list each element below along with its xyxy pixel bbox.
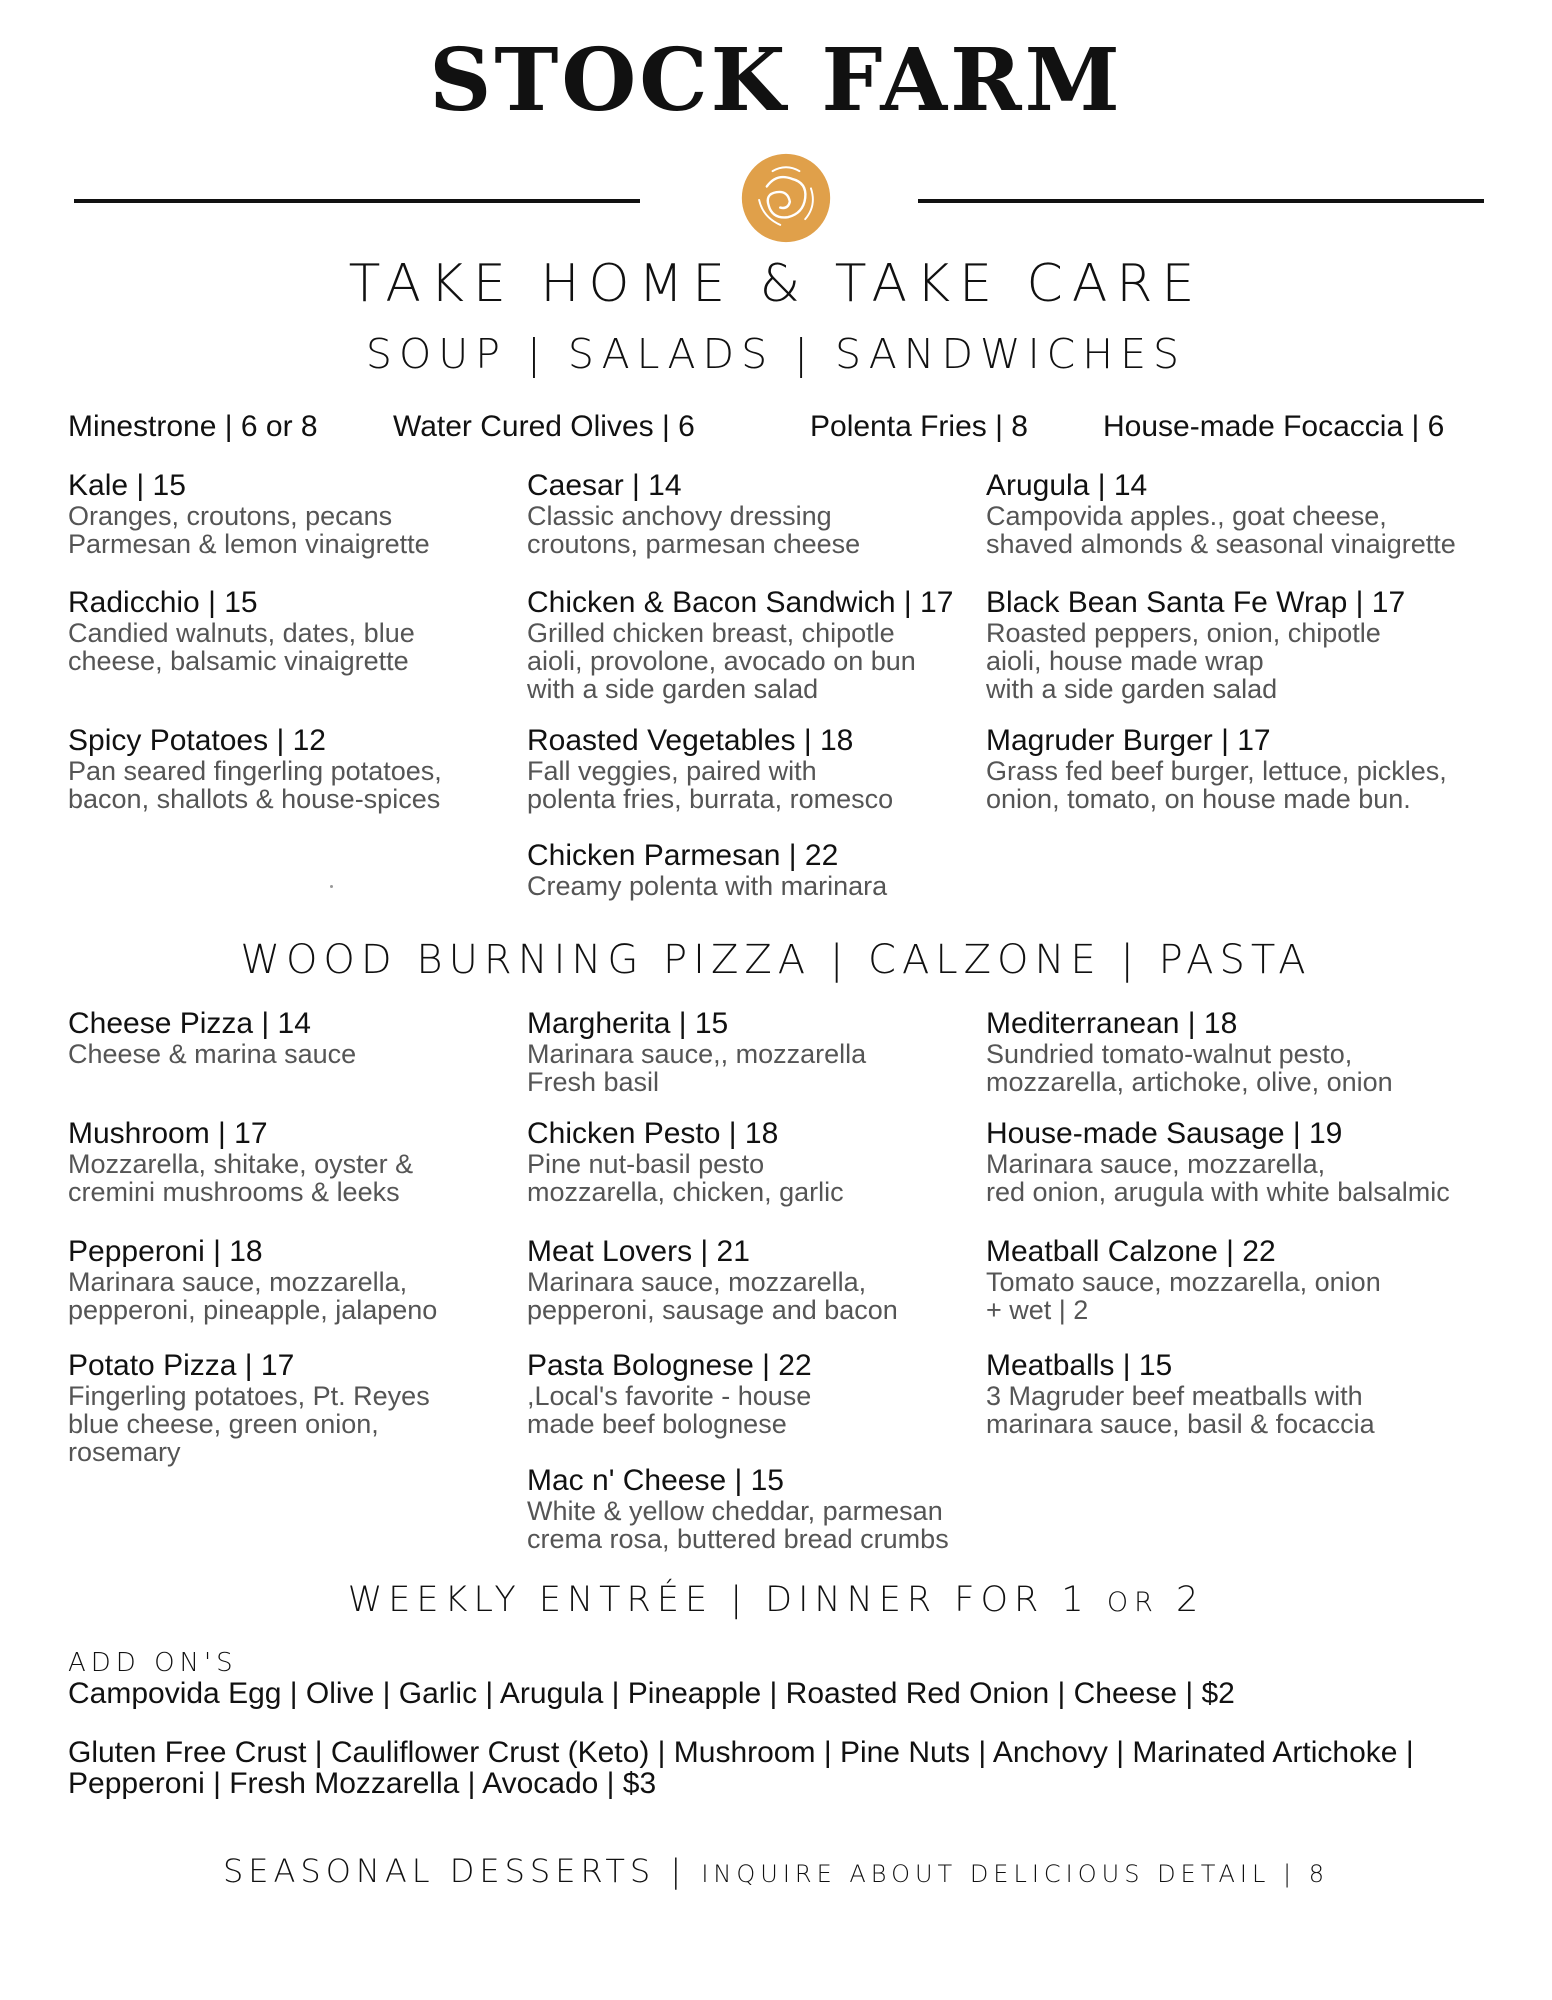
- menu-item: [986, 1008, 1456, 1096]
- menu-item-description: [527, 1497, 997, 1553]
- menu-item-description-line: Campovida apples., goat cheese,: [986, 501, 1387, 531]
- menu-item-description-line: polenta fries, burrata, romesco: [527, 784, 894, 814]
- menu-item-description: [986, 619, 1456, 703]
- menu-item-description-line: mozzarella, chicken, garlic: [527, 1177, 844, 1207]
- menu-item-description-line: aioli, house made wrap: [986, 646, 1264, 676]
- menu-item-description-line: Parmesan & lemon vinaigrette: [68, 529, 430, 559]
- menu-item-name: Margherita | 15: [527, 1007, 729, 1040]
- menu-item-name: Arugula | 14: [986, 469, 1148, 502]
- weekly-or: OR: [1106, 1587, 1159, 1618]
- side-item: Water Cured Olives | 6: [393, 410, 695, 443]
- menu-item: [68, 1008, 538, 1068]
- menu-item-name: Spicy Potatoes | 12: [68, 724, 326, 757]
- menu-item-description-line: marinara sauce, basil & focaccia: [986, 1409, 1375, 1439]
- menu-item-description-line: Grilled chicken breast, chipotle: [527, 618, 895, 648]
- menu-item-name: Chicken & Bacon Sandwich | 17: [527, 586, 954, 619]
- menu-item-description-line: Roasted peppers, onion, chipotle: [986, 618, 1381, 648]
- desserts-banner: [0, 1852, 1552, 1890]
- menu-item-description-line: with a side garden salad: [527, 674, 819, 704]
- menu-item: [527, 1008, 997, 1096]
- side-item: Minestrone | 6 or 8: [68, 410, 318, 443]
- menu-item-description-line: Fingerling potatoes, Pt. Reyes: [68, 1381, 430, 1411]
- menu-item: [527, 470, 997, 558]
- menu-item-description-line: cheese, balsamic vinaigrette: [68, 646, 409, 676]
- menu-item-description: [527, 1150, 997, 1206]
- menu-item-description-line: Mozzarella, shitake, oyster &: [68, 1149, 414, 1179]
- desserts-detail: INQUIRE ABOUT DELICIOUS DETAIL | 8: [701, 1860, 1329, 1888]
- menu-item-description: [527, 502, 997, 558]
- menu-item-name: Roasted Vegetables | 18: [527, 724, 854, 757]
- menu-item-description-line: aioli, provolone, avocado on bun: [527, 646, 916, 676]
- desserts-title: SEASONAL DESSERTS |: [222, 1852, 702, 1890]
- menu-item: [986, 587, 1456, 703]
- menu-item-description-line: pepperoni, sausage and bacon: [527, 1295, 898, 1325]
- menu-item-name: Radicchio | 15: [68, 586, 258, 619]
- menu-item-description-line: Grass fed beef burger, lettuce, pickles,: [986, 756, 1447, 786]
- menu-item-description: [986, 1382, 1456, 1438]
- menu-item: [527, 1465, 997, 1553]
- brand-title: STOCK FARM: [429, 30, 1123, 131]
- menu-item-description: [986, 502, 1456, 558]
- menu-item: [68, 1236, 538, 1324]
- menu-item-description: [68, 1382, 538, 1466]
- menu-item-description: [986, 1150, 1456, 1206]
- side-item: Polenta Fries | 8: [810, 410, 1028, 443]
- flower-logo: [738, 150, 834, 246]
- menu-item-name: Cheese Pizza | 14: [68, 1007, 311, 1040]
- menu-item: [527, 1350, 997, 1438]
- menu-item-name: Caesar | 14: [527, 469, 682, 502]
- menu-item: [986, 1350, 1456, 1438]
- menu-item-name: Chicken Pesto | 18: [527, 1117, 779, 1150]
- menu-item-name: Black Bean Santa Fe Wrap | 17: [986, 586, 1406, 619]
- menu-item-description-line: ,Local's favorite - house: [527, 1381, 812, 1411]
- banner-title: TAKE HOME & TAKE CARE: [348, 254, 1204, 314]
- menu-item-description-line: crema rosa, buttered bread crumbs: [527, 1524, 949, 1554]
- menu-item-name: Potato Pizza | 17: [68, 1349, 295, 1382]
- menu-item-description-line: Marinara sauce, mozzarella,: [986, 1149, 1326, 1179]
- menu-item: [527, 725, 997, 813]
- section-title-pizza: WOOD BURNING PIZZA | CALZONE | PASTA: [240, 937, 1312, 983]
- menu-item-description: [68, 1040, 538, 1068]
- menu-item-name: Chicken Parmesan | 22: [527, 839, 839, 872]
- menu-item-description: [986, 1268, 1456, 1324]
- weekly-title: WEEKLY ENTRÉE | DINNER FOR 1: [347, 1580, 1090, 1620]
- menu-item: [527, 840, 997, 900]
- menu-item-name: Magruder Burger | 17: [986, 724, 1271, 757]
- menu-item-name: Mediterranean | 18: [986, 1007, 1238, 1040]
- menu-item-description: [68, 757, 538, 813]
- menu-item: [986, 725, 1456, 813]
- menu-item: [527, 1118, 997, 1206]
- menu-item-name: Pepperoni | 18: [68, 1235, 263, 1268]
- menu-item: [527, 587, 997, 703]
- menu-item-description-line: Pine nut-basil pesto: [527, 1149, 765, 1179]
- menu-item-description-line: Candied walnuts, dates, blue: [68, 618, 415, 648]
- menu-item-description: [68, 1268, 538, 1324]
- menu-item-description: [527, 1268, 997, 1324]
- menu-item-description-line: Marinara sauce, mozzarella,: [68, 1267, 408, 1297]
- menu-item-description-line: Classic anchovy dressing: [527, 501, 832, 531]
- menu-item-description-line: pepperoni, pineapple, jalapeno: [68, 1295, 438, 1325]
- menu-item-name: Meatball Calzone | 22: [986, 1235, 1276, 1268]
- menu-item-description: [527, 872, 997, 900]
- menu-item-description: [527, 1382, 997, 1438]
- menu-item-name: House-made Sausage | 19: [986, 1117, 1343, 1150]
- menu-item-description: [527, 757, 997, 813]
- menu-item-description-line: Tomato sauce, mozzarella, onion: [986, 1267, 1381, 1297]
- menu-item-description-line: 3 Magruder beef meatballs with: [986, 1381, 1363, 1411]
- addons-line: Pepperoni | Fresh Mozzarella | Avocado | $3: [68, 1767, 657, 1800]
- menu-item-description-line: with a side garden salad: [986, 674, 1278, 704]
- menu-item-description-line: onion, tomato, on house made bun.: [986, 784, 1411, 814]
- menu-item-description: [68, 502, 538, 558]
- addons-line: Campovida Egg | Olive | Garlic | Arugula | Pineapple | Roasted Red Onion | Cheese | $2: [68, 1677, 1235, 1710]
- menu-item-description-line: bacon, shallots & house-spices: [68, 784, 441, 814]
- header-rule-right: [918, 199, 1484, 203]
- menu-item-description-line: Marinara sauce, mozzarella,: [527, 1267, 867, 1297]
- menu-item-description-line: blue cheese, green onion,: [68, 1409, 379, 1439]
- menu-item-description-line: made beef bolognese: [527, 1409, 787, 1439]
- menu-item-name: Pasta Bolognese | 22: [527, 1349, 812, 1382]
- menu-item-description-line: mozzarella, artichoke, olive, onion: [986, 1067, 1393, 1097]
- menu-item: [68, 1350, 538, 1466]
- menu-item-description-line: shaved almonds & seasonal vinaigrette: [986, 529, 1456, 559]
- menu-item: [986, 1118, 1456, 1206]
- menu-item-description-line: cremini mushrooms & leeks: [68, 1177, 400, 1207]
- menu-item-description-line: Creamy polenta with marinara: [527, 871, 888, 901]
- menu-item-name: Meat Lovers | 21: [527, 1235, 750, 1268]
- menu-item: [68, 725, 538, 813]
- menu-item-description-line: Marinara sauce,, mozzarella: [527, 1039, 867, 1069]
- menu-item-name: Meatballs | 15: [986, 1349, 1173, 1382]
- menu-item-description-line: Fall veggies, paired with: [527, 756, 817, 786]
- section-title-weekly: [0, 1580, 1552, 1620]
- menu-item-description-line: White & yellow cheddar, parmesan: [527, 1496, 943, 1526]
- menu-item-name: Mushroom | 17: [68, 1117, 268, 1150]
- addons-label: ADD ON'S: [68, 1648, 238, 1678]
- menu-item-description-line: Cheese & marina sauce: [68, 1039, 357, 1069]
- menu-item-description: [527, 1040, 997, 1096]
- menu-item: [68, 587, 538, 675]
- menu-item: [68, 1118, 538, 1206]
- menu-item-description-line: red onion, arugula with white balsalmic: [986, 1177, 1450, 1207]
- menu-item-description-line: Oranges, croutons, pecans: [68, 501, 393, 531]
- header-rule-left: [74, 199, 640, 203]
- menu-item-description-line: croutons, parmesan cheese: [527, 529, 861, 559]
- menu-item-description: [68, 619, 538, 675]
- menu-item-description-line: + wet | 2: [986, 1295, 1089, 1325]
- stray-dot: [330, 885, 333, 888]
- menu-item: [527, 1236, 997, 1324]
- side-item: House-made Focaccia | 6: [1103, 410, 1445, 443]
- menu-item-name: Kale | 15: [68, 469, 186, 502]
- weekly-count: 2: [1176, 1580, 1205, 1620]
- menu-item: [986, 470, 1456, 558]
- menu-item-name: Mac n' Cheese | 15: [527, 1464, 784, 1497]
- menu-item: [68, 470, 538, 558]
- menu-item-description-line: Pan seared fingerling potatoes,: [68, 756, 442, 786]
- addons-line: Gluten Free Crust | Cauliflower Crust (Keto) | Mushroom | Pine Nuts | Anchovy | Marinated Artichoke |: [68, 1736, 1414, 1769]
- menu-item-description: [986, 1040, 1456, 1096]
- menu-item-description: [68, 1150, 538, 1206]
- menu-item-description-line: Fresh basil: [527, 1067, 660, 1097]
- banner-subtitle: SOUP | SALADS | SANDWICHES: [365, 330, 1187, 378]
- menu-item-description-line: rosemary: [68, 1437, 181, 1467]
- menu-item-description-line: Sundried tomato-walnut pesto,: [986, 1039, 1353, 1069]
- menu-item-description: [527, 619, 997, 703]
- menu-item-description: [986, 757, 1456, 813]
- menu-item: [986, 1236, 1456, 1324]
